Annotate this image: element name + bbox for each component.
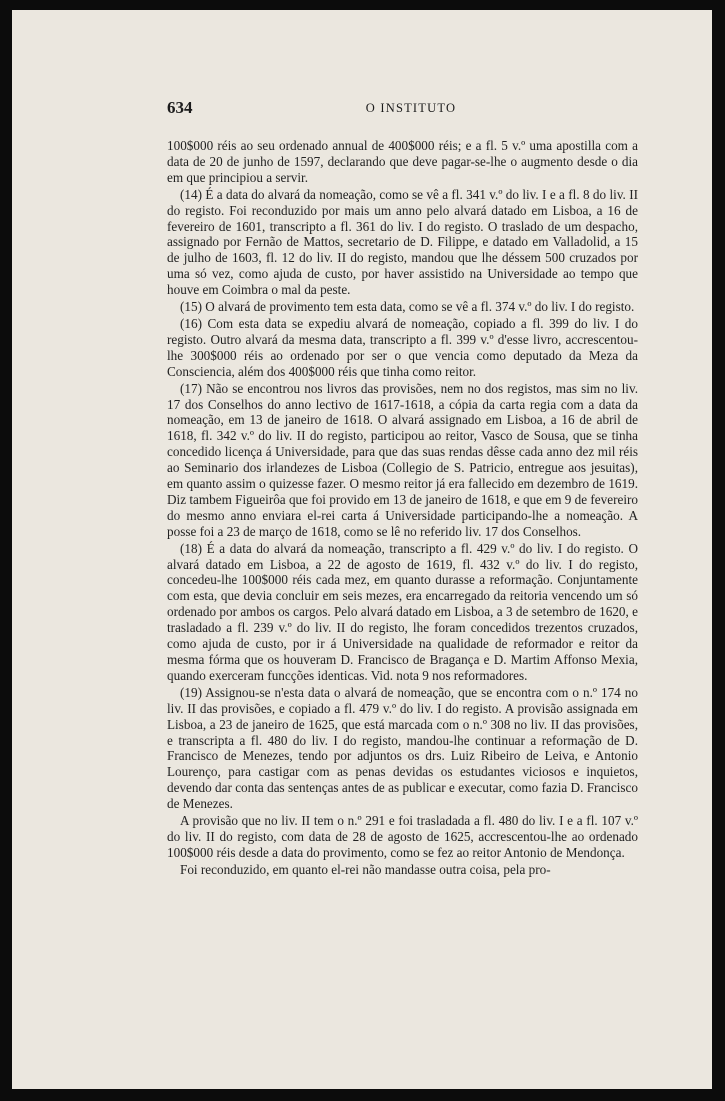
note-19: (19) Assignou-se n'esta data o alvará de nomeação, que se encontra com o n.º 174 no liv. II das provisões, e copiado a fl. 479 v.º do liv. I do registo. A provisão assignada em Lisboa, a 23 de janeiro de 1625, que está marcada com o n.º 308 no liv. II das provisões, e transcripta a fl. 480 do liv. I do registo, mandou-lhe continuar a reformação de D. Francisco de Menezes, tendo por adjuntos os drs. Luiz Ribeiro de Leiva, e Antonio Lourenço, para castigar com as penas devidas os estudantes viciosos e inquietos, devendo dar conta das sentenças antes de as publicar e executar, como fazia D. Francisco de Menezes.	[167, 684, 638, 812]
body-text	[167, 138, 638, 878]
running-title: O INSTITUTO	[365, 101, 457, 115]
note-18: (18) É a data do alvará da nomeação, transcripto a fl. 429 v.º do liv. I do registo. O alvará datado em Lisboa, a 22 de agosto de 1619, fl. 432 v.º do liv. I do registo, concedeu-lhe 100$000 réis cada mez, em quanto durasse a reformação. Conjuntamente com esta, que devia concluir em seis mezes, era encarregado da reitoria vencendo um só ordenado por ambos os cargos. Pelo alvará datado em Lisboa, a 3 de setembro de 1620, e trasladado a fl. 239 v.º do liv. II do registo, lhe foram concedidos trezentos cruzados, como ajuda de custo, por ir á Universidade na qualidade de reformador e reitor da mesma fórma que os houveram D. Francisco de Bragança e D. Martim Affonso Mexia, quando exerceram funcções identicas. Vid. nota 9 nos reformadores.	[167, 540, 638, 683]
note-14: (14) É a data do alvará da nomeação, como se vê a fl. 341 v.º do liv. I e a fl. 8 do liv. II do registo. Foi reconduzido por mais um anno pelo alvará datado em Lisboa, a 16 de fevereiro de 1601, transcripto a fl. 361 do liv. I do registo. O traslado de um despacho, assignado por Fernão de Mattos, secretario de D. Filippe, e datado em Valladolid, a 15 de julho de 1603, fl. 12 do liv. II do registo, mandou que lhe déssem 500 cruzados por uma só vez, como ajuda de custo, por haver assistido na Universidade ao tempo que houve em Coimbra o mal da peste.	[167, 186, 638, 298]
book-page	[12, 10, 712, 1089]
note-17: (17) Não se encontrou nos livros das provisões, nem no dos registos, mas sim no liv. 17 dos Conselhos do anno lectivo de 1617-1618, a cópia da carta regia com a data da nomeação, em 13 de janeiro de 1618. O alvará assignado em Lisboa, a 16 de abril de 1618, fl. 342 v.º do liv. II do registo, participou ao reitor, Vasco de Sousa, que se tinha concedido licença á Universidade, para que das suas rendas dêsse cada anno dez mil réis ao Seminario dos irlandezes de Lisboa (Collegio de S. Patricio, entregue aos jesuitas), em quanto assim o quizesse fazer. O mesmo reitor já era fallecido em dezembro de 1619. Diz tambem Figueirôa que foi provido em 13 de janeiro de 1618, e que em 9 de fevereiro do mesmo anno enviara el-rei carta á Universidade participando-lhe a nomeação. A posse foi a 23 de março de 1618, como se lê no referido liv. 17 dos Conselhos.	[167, 380, 638, 539]
note-19-provision: A provisão que no liv. II tem o n.º 291 e foi trasladada a fl. 480 do liv. I e a fl. 107 v.º do liv. II do registo, com data de 28 de agosto de 1625, accrescentou-lhe ao ordenado 100$000 réis desde a data do provimento, como se fez ao reitor Antonio de Mendonça.	[167, 813, 638, 860]
page-header	[167, 98, 655, 120]
note-16: (16) Com esta data se expediu alvará de nomeação, copiado a fl. 399 do liv. I do registo. Outro alvará da mesma data, transcripto a fl. 399 v.º d'esse livro, accrescentou-lhe 300$000 réis ao ordenado por ser o que vencia como deputado da Meza da Consciencia, além dos 400$000 réis que tinha como reitor.	[167, 315, 638, 379]
note-15: (15) O alvará de provimento tem esta data, como se vê a fl. 374 v.º do liv. I do registo.	[180, 299, 635, 315]
note-19-reconduction: Foi reconduzido, em quanto el-rei não mandasse outra coisa, pela pro-	[180, 861, 551, 877]
page-number: 634	[167, 98, 193, 117]
paragraph-continuation: 100$000 réis ao seu ordenado annual de 400$000 réis; e a fl. 5 v.º uma apostilla com a data de 20 de junho de 1597, declarando que deve pagar-se-lhe o augmento desde o dia em que principiou a servir.	[167, 138, 638, 185]
